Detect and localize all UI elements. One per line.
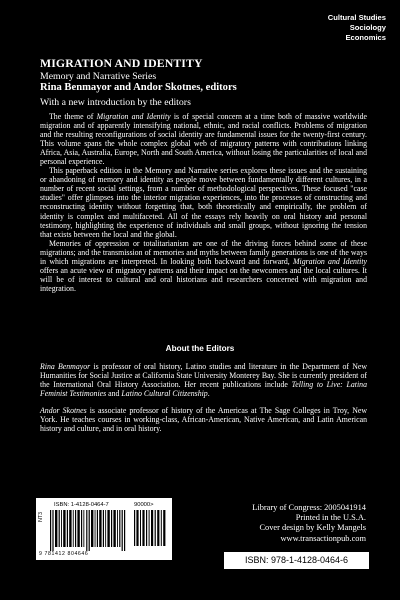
loc-number: Library of Congress: 2005041914 [252,503,366,512]
description-paragraph [40,166,367,238]
barcode-side-label: NT3 [38,512,44,522]
book-title: MIGRATION AND IDENTITY [40,56,203,70]
publisher-url: www.transactionpub.com [280,533,366,543]
paragraph-text: The theme of [49,112,97,121]
barcode-isbn: ISBN: 1-4128-0464-7 [54,502,109,508]
barcode-digits: 9 781412 804646 [39,551,89,557]
paragraph-text: is of special concern at a time both of massive worldwide migration and of apparently intensifying national, ethnic, and racial conflicts. Problems of migration and the resulting reconfigurations of social identity are fundamental issues for the twenty-first century. This volume spans the whole complex global web of migratory patterns with contributions linking Africa, Asia, Australia, Europe, North and South America, without losing the particularities of local and personal experience. [40,112,367,167]
barcode-price: 90000> [134,502,154,508]
subject-label: Cultural Studies [327,13,386,22]
paragraph-italic: Migration and Identity [96,112,171,121]
bio-text: is associate professor of history of the Americas at The Sage Colleges in Troy, New York. He teaches courses in working-class, African-American, Native American, and Latin American history and culture, and in oral history. [40,406,367,434]
series-name: Memory and Narrative Series [40,71,157,82]
editor-bio [40,406,367,433]
subject-categories [328,13,386,44]
subject-label: Economics [345,33,386,43]
editors-line: Rina Benmayor and Andor Skotnes, editors [40,82,237,93]
book-reference: Latino Cultural Citizenship [121,389,208,399]
paragraph-text: offers an acute view of migratory patterns and their impact on the newcomers and the local cultures. It will be of interest to cultural and oral historians and researchers concerned with migration and integration. [40,265,367,293]
paragraph-text: This paperback edition in the Memory and Narrative series explores these issues and the sustaining or abandoning of memory and identity as people move between fundamentally different cultures, in a number of recent social settings, from a number of methodological perspectives. These focused "case studies" offer glimpses into the interior migration experiences, into the processes of constructing and reconstructing identity without forgetting that, both theoretically and empirically, the problem of identity is complex and multifaceted. All of the essays rely heavily on oral history and personal testimony, highlighting the experience of individuals and small groups, without ignoring the tension that exists between the local and the global. [40,166,367,239]
editor-bio [40,362,367,398]
publication-info [210,503,366,544]
book-reference: Telling to Live: Latina Feminist Testimonies [40,380,368,399]
description-paragraph [40,112,367,166]
barcode-bars [50,510,130,551]
barcode-price-bars [134,510,168,546]
subject-label: Sociology [349,23,386,33]
bio-text: and [106,389,122,399]
barcode [36,498,172,560]
isbn-label: ISBN: 978-1-4128-0464-6 [224,552,369,569]
about-editors-heading: About the Editors [165,344,235,353]
bio-text: . [207,389,210,399]
intro-note: With a new introduction by the editors [40,97,191,108]
bio-text: is professor of oral history, Latino studies and literature in the Department of New Humanities for Social Justice at California State University Monterey Bay. She is currently president of the International Oral History Association. Her recent publications include [40,362,367,390]
editor-name: Rina Benmayor [40,362,91,371]
paragraph-text: Memories of oppression or totalitarianism are one of the driving forces behind some of these migrations; and the transmission of memories and myths between family generations is one of the ways in which migrations are interpreted. In looking both backward and forward, [40,238,367,266]
paragraph-italic: Migration and Identity [292,256,367,266]
cover-credit: Cover design by Kelly Mangels [259,523,366,533]
description-paragraph [40,239,367,293]
printed-in: Printed in the U.S.A. [295,513,366,523]
about-editors-text [40,362,367,433]
description-text [40,112,367,293]
editor-name: Andor Skotnes [40,406,87,416]
